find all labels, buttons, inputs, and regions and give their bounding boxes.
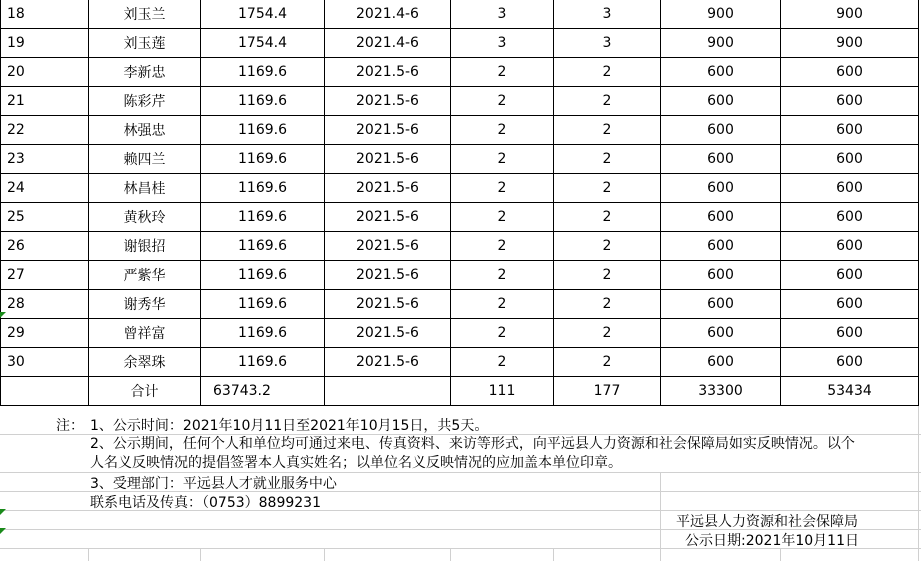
row-name[interactable]: 谢银招 [89, 232, 201, 261]
row-name[interactable]: 陈彩芹 [89, 87, 201, 116]
table-row [1, 29, 919, 58]
row-value-c[interactable]: 900 [661, 0, 781, 29]
footer-org: 平远县人力资源和社会保障局 [676, 514, 858, 530]
row-value-c[interactable]: 600 [661, 145, 781, 174]
row-count-a[interactable]: 2 [451, 145, 554, 174]
row-name[interactable]: 林强忠 [89, 116, 201, 145]
row-value-d[interactable]: 600 [781, 174, 919, 203]
row-value-d[interactable]: 600 [781, 290, 919, 319]
row-period[interactable]: 2021.5-6 [325, 145, 451, 174]
row-period[interactable]: 2021.5-6 [325, 261, 451, 290]
total-period[interactable] [325, 377, 451, 406]
row-count-b[interactable]: 2 [554, 87, 661, 116]
table-row [1, 290, 919, 319]
notes-line-4: 联系电话及传真：（0753）8899231 [90, 495, 321, 511]
row-name[interactable]: 谢秀华 [89, 290, 201, 319]
row-value-d[interactable]: 600 [781, 58, 919, 87]
row-name[interactable]: 余翠珠 [89, 348, 201, 377]
row-count-b[interactable]: 2 [554, 319, 661, 348]
row-name[interactable]: 曾祥富 [89, 319, 201, 348]
row-value-d[interactable]: 600 [781, 203, 919, 232]
total-c[interactable]: 33300 [661, 377, 781, 406]
row-amount[interactable]: 1169.6 [201, 174, 325, 203]
row-period[interactable]: 2021.5-6 [325, 174, 451, 203]
notes-line-3: 3、受理部门：平远县人才就业服务中心 [90, 476, 337, 492]
row-count-b[interactable]: 3 [554, 0, 661, 29]
row-value-d[interactable]: 900 [781, 0, 919, 29]
row-count-a[interactable]: 2 [451, 203, 554, 232]
row-value-d[interactable]: 600 [781, 232, 919, 261]
row-name[interactable]: 李新忠 [89, 58, 201, 87]
row-amount[interactable]: 1169.6 [201, 203, 325, 232]
row-value-c[interactable]: 600 [661, 348, 781, 377]
total-label[interactable]: 合计 [89, 377, 201, 406]
row-period[interactable]: 2021.5-6 [325, 58, 451, 87]
row-amount[interactable]: 1169.6 [201, 232, 325, 261]
row-number[interactable]: 20 [1, 58, 89, 87]
gridline [200, 548, 201, 561]
row-count-a[interactable]: 3 [451, 0, 554, 29]
row-value-d[interactable]: 900 [781, 29, 919, 58]
row-value-c[interactable]: 600 [661, 116, 781, 145]
row-number[interactable]: 21 [1, 87, 89, 116]
row-number[interactable]: 28 [1, 290, 89, 319]
row-period[interactable]: 2021.4-6 [325, 0, 451, 29]
row-amount[interactable]: 1169.6 [201, 319, 325, 348]
notes-line-2b: 人名义反映情况的提倡签署本人真实姓名；以单位名义反映情况的应加盖本单位印章。 [90, 455, 622, 471]
row-number[interactable]: 25 [1, 203, 89, 232]
total-row [1, 377, 919, 406]
total-blank[interactable] [1, 377, 89, 406]
row-count-b[interactable]: 2 [554, 348, 661, 377]
row-value-c[interactable]: 900 [661, 29, 781, 58]
footer-date: 公示日期:2021年10月11日 [685, 533, 859, 549]
row-amount[interactable]: 1754.4 [201, 0, 325, 29]
row-amount[interactable]: 1169.6 [201, 87, 325, 116]
row-number[interactable]: 19 [1, 29, 89, 58]
row-value-d[interactable]: 600 [781, 87, 919, 116]
row-value-d[interactable]: 600 [781, 116, 919, 145]
row-name[interactable]: 赖四兰 [89, 145, 201, 174]
cell-marker [0, 312, 6, 318]
row-value-d[interactable]: 600 [781, 261, 919, 290]
row-count-b[interactable]: 2 [554, 58, 661, 87]
row-name[interactable]: 黄秋玲 [89, 203, 201, 232]
row-count-a[interactable]: 2 [451, 174, 554, 203]
cell-marker [0, 528, 6, 534]
row-value-c[interactable]: 600 [661, 87, 781, 116]
row-period[interactable]: 2021.5-6 [325, 290, 451, 319]
row-amount[interactable]: 1169.6 [201, 145, 325, 174]
row-value-c[interactable]: 600 [661, 290, 781, 319]
gridline [553, 548, 554, 561]
row-number[interactable]: 23 [1, 145, 89, 174]
row-period[interactable]: 2021.5-6 [325, 232, 451, 261]
row-value-c[interactable]: 600 [661, 174, 781, 203]
row-name[interactable]: 刘玉莲 [89, 29, 201, 58]
row-value-c[interactable]: 600 [661, 261, 781, 290]
table-row [1, 0, 919, 29]
row-name[interactable]: 刘玉兰 [89, 0, 201, 29]
gridline [660, 472, 661, 561]
row-number[interactable]: 29 [1, 319, 89, 348]
gridline [450, 548, 451, 561]
row-value-c[interactable]: 600 [661, 319, 781, 348]
row-count-a[interactable]: 2 [451, 232, 554, 261]
row-count-b[interactable]: 2 [554, 290, 661, 319]
row-number[interactable]: 22 [1, 116, 89, 145]
row-count-a[interactable]: 2 [451, 319, 554, 348]
row-period[interactable]: 2021.5-6 [325, 87, 451, 116]
row-count-b[interactable]: 3 [554, 29, 661, 58]
table-row [1, 145, 919, 174]
total-b[interactable]: 177 [554, 377, 661, 406]
row-amount[interactable]: 1169.6 [201, 348, 325, 377]
row-number[interactable]: 30 [1, 348, 89, 377]
row-value-c[interactable]: 600 [661, 58, 781, 87]
row-number[interactable]: 24 [1, 174, 89, 203]
cell-marker [0, 509, 6, 515]
row-period[interactable]: 2021.4-6 [325, 29, 451, 58]
total-a[interactable]: 111 [451, 377, 554, 406]
row-number[interactable]: 18 [1, 0, 89, 29]
row-amount[interactable]: 1169.6 [201, 58, 325, 87]
row-amount[interactable]: 1169.6 [201, 261, 325, 290]
row-count-b[interactable]: 2 [554, 232, 661, 261]
table-row [1, 58, 919, 87]
row-count-a[interactable]: 2 [451, 261, 554, 290]
row-count-a[interactable]: 2 [451, 116, 554, 145]
row-amount[interactable]: 1169.6 [201, 116, 325, 145]
row-value-c[interactable]: 600 [661, 232, 781, 261]
row-count-b[interactable]: 2 [554, 116, 661, 145]
table-row [1, 203, 919, 232]
row-amount[interactable]: 1754.4 [201, 29, 325, 58]
table-row [1, 261, 919, 290]
row-name[interactable]: 严紫华 [89, 261, 201, 290]
row-period[interactable]: 2021.5-6 [325, 348, 451, 377]
row-period[interactable]: 2021.5-6 [325, 116, 451, 145]
row-count-a[interactable]: 2 [451, 348, 554, 377]
row-count-a[interactable]: 2 [451, 290, 554, 319]
total-amount[interactable]: 63743.2 [201, 377, 325, 406]
row-value-c[interactable]: 600 [661, 203, 781, 232]
table-row [1, 348, 919, 377]
row-value-d[interactable]: 600 [781, 145, 919, 174]
row-value-d[interactable]: 600 [781, 348, 919, 377]
row-count-a[interactable]: 2 [451, 87, 554, 116]
row-count-a[interactable]: 3 [451, 29, 554, 58]
row-count-b[interactable]: 2 [554, 203, 661, 232]
notes-line-2a: 2、公示期间，任何个人和单位均可通过来电、传真资料、来访等形式，向平远县人力资源和社会保障局如实反映情况。以个 [90, 436, 855, 452]
total-d[interactable]: 53434 [781, 377, 919, 406]
gridline [918, 406, 919, 561]
table-row [1, 232, 919, 261]
table-row [1, 174, 919, 203]
gridline [88, 548, 89, 561]
table-row [1, 87, 919, 116]
row-name[interactable]: 林昌桂 [89, 174, 201, 203]
table-row [1, 116, 919, 145]
row-number[interactable]: 26 [1, 232, 89, 261]
notes-prefix: 注： [56, 418, 84, 434]
row-amount[interactable]: 1169.6 [201, 290, 325, 319]
row-number[interactable]: 27 [1, 261, 89, 290]
row-period[interactable]: 2021.5-6 [325, 203, 451, 232]
row-count-b[interactable]: 2 [554, 174, 661, 203]
row-count-a[interactable]: 2 [451, 58, 554, 87]
table-row [1, 319, 919, 348]
row-value-d[interactable]: 600 [781, 319, 919, 348]
row-count-b[interactable]: 2 [554, 145, 661, 174]
row-period[interactable]: 2021.5-6 [325, 319, 451, 348]
notes-line-1: 1、公示时间：2021年10月11日至2021年10月15日，共5天。 [90, 418, 489, 434]
row-count-b[interactable]: 2 [554, 261, 661, 290]
gridline [324, 548, 325, 561]
